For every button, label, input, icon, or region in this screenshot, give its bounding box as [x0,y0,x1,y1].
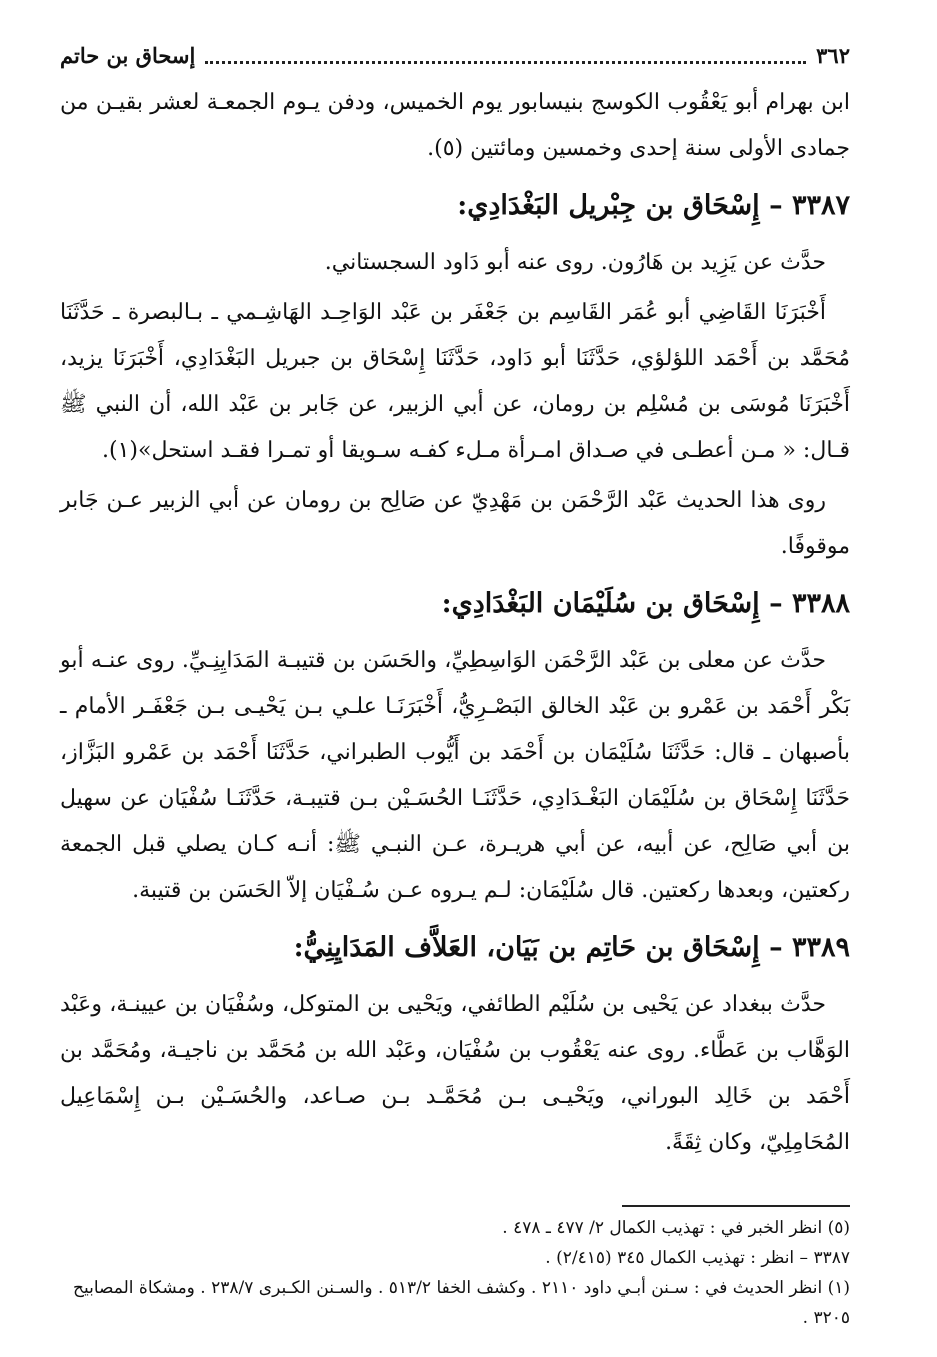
running-title: إسحاق بن حاتم [60,42,196,68]
entry-paragraph: روى هذا الحديث عَبْد الرَّحْمَن بن مَهْدِيّ عن صَالِح بن رومان عن أبي الزبير عـن جَابر موقوفًا. [60,488,850,559]
entry-paragraph: حدَّث ببغداد عن يَحْيى بن سُلَيْم الطائفي، ويَحْيى بن المتوكل، وسُفْيَان بن عيينـة، وعَبْد الوَهَّاب بن عَطَّاء. روى عنه يَعْقُوب بن سُفْيَان، وعَبْد الله بن مُحَمَّد بن ناجيـة، ومُحَمَّد بن أَحْمَد بن خَالِد البوراني، ويَحْيـى بـن مُحَمَّـد بـن صـاعد، والحُسَـيْن بـن إِسْمَاعِيل المُحَامِلِيّ، وكان ثِقَةً. [60,992,850,1155]
footnote-separator [622,1205,850,1207]
page [60,30,850,1170]
footnotes [60,1205,850,1333]
page-number: ٣٦٢ [816,42,850,68]
entry-3388 [60,574,850,914]
entry-title: ٣٣٨٩ – إِسْحَاق بن حَاتِم بن بَيَان، العَلاَّف المَدَايِنِيُّ: [293,932,850,963]
entry-paragraph: أَخْبَرَنَا القَاضِي أبو عُمَر القَاسِم بن جَعْفَر بن عَبْد الوَاحِـد الهَاشِـمي ـ بـالبصرة ـ حَدَّثَنَا مُحَمَّد بن أَحْمَد اللؤلؤي، حَدَّثَنَا أبو دَاود، حَدَّثَنَا إِسْحَاق بن جبريل البَغْدَادِي، أَخْبَرَنَا يزيد، أَخْبَرَنَا مُوسَى بن مُسْلِم بن رومان، عن أبي الزبير، عن جَابر بن عَبْد الله، أن النبي ﷺ قـال: « مـن أعطـى في صـداق امـرأة مـلء كفـه سـويقا أو تمـرا فقـد استحل»(١). [60,300,850,463]
entry-title: ٣٣٨٨ – إِسْحَاق بن سُلَيْمَان البَغْدَادِي: [441,588,850,619]
footnote: ٣٣٨٧ – انظر : تهذيب الكمال ٣٤٥ (٢/٤١٥) . [545,1248,850,1268]
running-header [60,30,850,80]
footnote: (١) انظر الحديث في : سـنن أبـي داود ٢١١٠ . وكشف الخفا ٥١٣/٢ . والسـنن الكـبرى ٢٣٨/٧ . ومشكاة المصابيح ٣٢٠٥ . [73,1278,850,1328]
entry-paragraph: حدَّث عن يَزِيد بن هَارُون. روى عنه أبو دَاود السجستاني. [324,250,826,275]
continuation-paragraph: ابن بهرام أبو يَعْقُوب الكوسج بنيسابور يوم الخميس، ودفن يـوم الجمعـة لعشر بقيـن من جمادى الأولى سنة إحدى وخمسين ومائتين (٥). [60,90,850,161]
entry-paragraph: حدَّث عن معلى بن عَبْد الرَّحْمَن الوَاسِطِيِّ، والحَسَن بن قتيبـة المَدَايِنِـيِّ. روى عنـه أبو بَكْر أَحْمَد بن عَمْرو بن عَبْد الخالق البَصْـرِيُّ، أَخْبَرَنَـا علـي بـن يَحْيـى بـن جَعْفَـر الأمام ـ بأصبهان ـ قال: حَدَّثَنَا سُلَيْمَان بن أَحْمَد بن أَيُّوب الطبراني، حَدَّثَنَا أَحْمَد بن عَمْرو البَزَّاز، حَدَّثَنَا إِسْحَاق بن سُلَيْمَان البَغْـدَادِي، حَدَّثَنَـا الحُسَـيْن بـن قتيبـة، حَدَّثَنَـا سُفْيَان عن سهيل بن أبي صَالِح، عن أبيه، عن أبي هريـرة، عـن النبـي ﷺ: أنـه كـان يصلي قبل الجمعة ركعتين، وبعدها ركعتين. قال سُلَيْمَان: لـم يـروه عـن سُـفْيَان إلاّ الحَسَن بن قتيبة. [60,648,850,903]
header-dot-leader [205,47,806,64]
entry-3387 [60,176,850,570]
footnote: (٥) انظر الخبر في : تهذيب الكمال ٢/ ٤٧٧ ـ ٤٧٨ . [502,1218,850,1238]
page-body [60,80,850,1166]
entry-title: ٣٣٨٧ – إِسْحَاق بن جِبْريل البَغْدَادِي: [457,190,850,221]
entry-3389 [60,918,850,1166]
